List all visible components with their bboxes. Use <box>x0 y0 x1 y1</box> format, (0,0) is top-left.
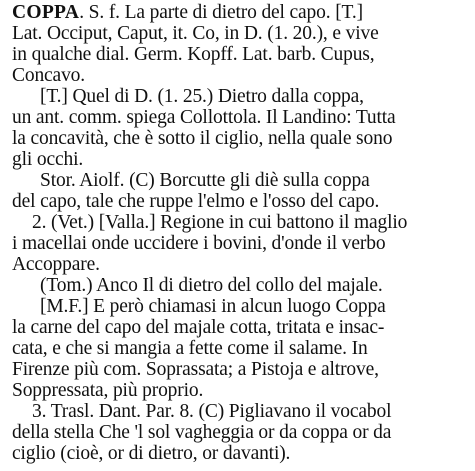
entry-line-5: [T.] Quel di D. (1. 25.) Dietro dalla coppa, <box>40 86 364 107</box>
entry-line-20: 3. Trasl. Dant. Par. 8. (C) Pigliavano il vocabol <box>32 401 392 422</box>
entry-line-11: 2. (Vet.) [Valla.] Regione in cui battono il maglio <box>32 212 408 233</box>
entry-line-8: gli occhi. <box>12 149 84 170</box>
entry-line-1: COPPA. S. f. La parte di dietro del capo. [T.] <box>12 2 363 23</box>
entry-line-14: (Tom.) Anco Il di dietro del collo del majale. <box>40 275 383 296</box>
entry-line-21: della stella Che 'l sol vagheggia or da coppa or da <box>12 422 392 443</box>
entry-line-2: Lat. Occiput, Caput, it. Co, in D. (1. 20.), e vive <box>12 23 379 44</box>
entry-line-4: Concavo. <box>12 65 85 86</box>
entry-line-12: i macellai onde uccidere i bovini, d'onde il verbo <box>12 233 386 254</box>
entry-line-9: Stor. Aiolf. (C) Borcutte gli diè sulla coppa <box>40 170 370 191</box>
entry-line-15: [M.F.] E però chiamasi in alcun luogo Coppa <box>40 296 386 317</box>
entry-line-19: Soppressata, più proprio. <box>12 380 204 401</box>
entry-line-16: la carne del capo del majale cotta, tritata e insac- <box>12 317 385 338</box>
entry-line-22: ciglio (cioè, or di dietro, or davanti). <box>12 443 291 464</box>
entry-line-13: Accoppare. <box>12 254 100 275</box>
entry-line-6: un ant. comm. spiega Collottola. Il Landino: Tutta <box>12 107 396 128</box>
entry-line-7: la concavità, che è sotto il ciglio, nella quale sono <box>12 128 393 149</box>
headword: COPPA <box>12 2 80 23</box>
entry-line-18: Firenze più com. Soprassata; a Pistoja e altrove, <box>12 359 379 380</box>
entry-line-17: cata, e che si mangia a fette come il salame. In <box>12 338 368 359</box>
entry-line-10: del capo, tale che ruppe l'elmo e l'osso del capo. <box>12 191 380 212</box>
entry-line-3: in qualche dial. Germ. Kopff. Lat. barb. Cupus, <box>12 44 375 65</box>
